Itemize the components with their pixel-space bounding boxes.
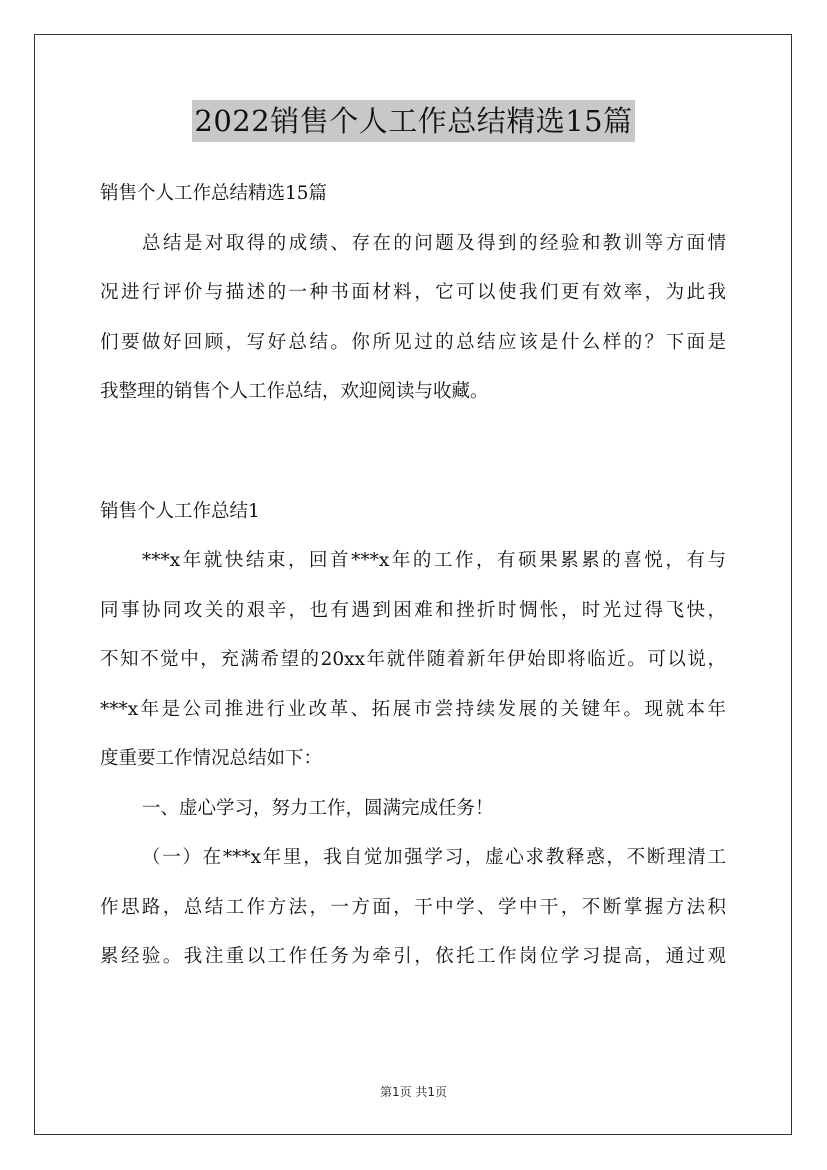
page-footer: 第1页 共1页: [379, 1085, 448, 1099]
intro-line: 我整理的销售个人工作总结，欢迎阅读与收藏。: [100, 381, 489, 402]
section-heading: 销售个人工作总结1: [100, 500, 260, 522]
paragraph-line: 度重要工作情况总结如下：: [100, 748, 323, 769]
paragraph-line: （一）在***x年里，我自觉加强学习，虚心求教释惑，不断理清工: [142, 847, 726, 868]
intro-line: 们要做好回顾，写好总结。你所见过的总结应该是什么样的？下面是: [100, 331, 726, 353]
document-subtitle: 销售个人工作总结精选15篇: [100, 183, 328, 204]
document-body: [100, 176, 726, 989]
paragraph-line: 不知不觉中，充满希望的20xx年就伴随着新年伊始即将临近。可以说，: [100, 649, 726, 670]
intro-line: 况进行评价与描述的一种书面材料，它可以使我们更有效率，为此我: [100, 282, 726, 303]
title-container: [0, 100, 827, 142]
paragraph-spacer: [100, 424, 726, 494]
document-title: 2022销售个人工作总结精选15篇: [192, 100, 634, 142]
point-heading: 一、虚心学习，努力工作，圆满完成任务！: [142, 797, 494, 819]
paragraph-line: 累经验。我注重以工作任务为牵引，依托工作岗位学习提高，通过观: [100, 946, 726, 967]
paragraph-line: 同事协同攻关的艰辛，也有遇到困难和挫折时惆怅，时光过得飞快，: [100, 599, 726, 621]
intro-line: 总结是对取得的成绩、存在的问题及得到的经验和教训等方面情: [142, 232, 726, 254]
paragraph-line: ***x年是公司推进行业改革、拓展市尝持续发展的关键年。现就本年: [100, 698, 726, 720]
paragraph-line: 作思路，总结工作方法，一方面，干中学、学中干，不断掌握方法积: [100, 896, 726, 918]
paragraph-line: ***x年就快结束，回首***x年的工作，有硕果累累的喜悦，有与: [142, 550, 726, 571]
